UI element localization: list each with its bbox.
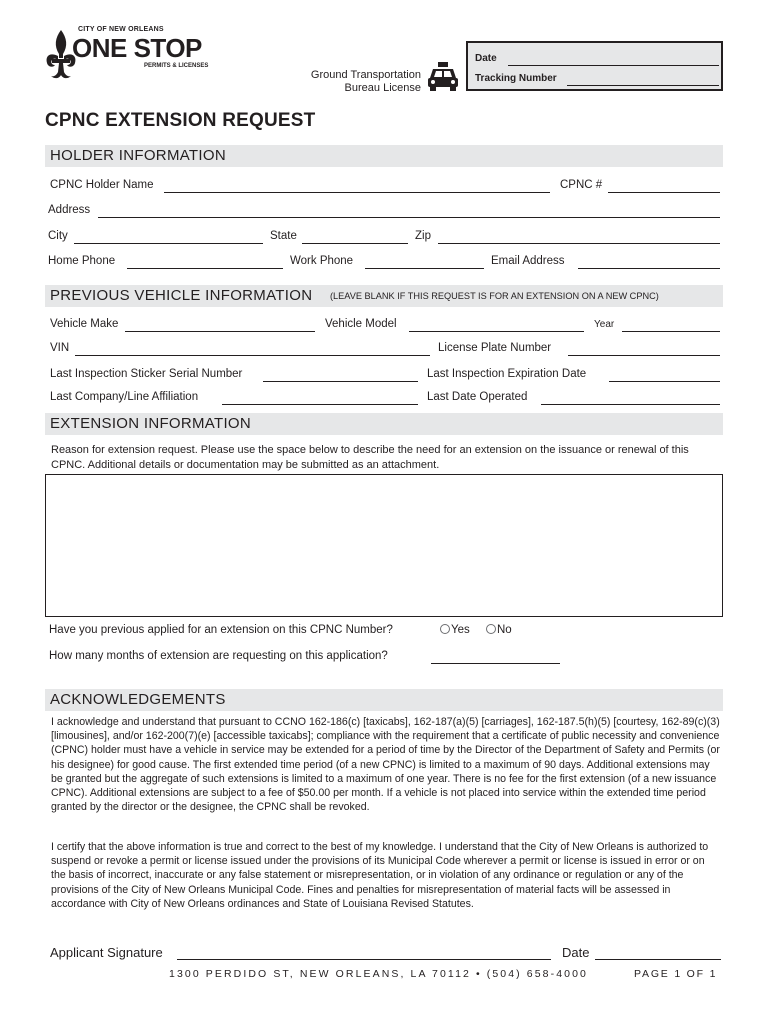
no-option[interactable] xyxy=(486,624,512,636)
vehicle-model-label: Vehicle Model xyxy=(325,318,397,330)
sticker-serial-field[interactable] xyxy=(263,381,418,382)
no-label: No xyxy=(497,624,512,636)
home-phone-field[interactable] xyxy=(127,268,283,269)
vehicle-make-field[interactable] xyxy=(125,331,315,332)
form-title: CPNC EXTENSION REQUEST xyxy=(45,110,316,131)
vin-label: VIN xyxy=(50,342,70,354)
holder-section-title: HOLDER INFORMATION xyxy=(50,147,226,164)
taxi-icon xyxy=(426,62,460,92)
office-date-label: Date xyxy=(475,53,497,64)
address-field[interactable] xyxy=(98,217,720,218)
vehicle-year-field[interactable] xyxy=(622,331,720,332)
vehicle-section-header xyxy=(45,285,723,307)
reason-textarea[interactable] xyxy=(45,474,723,617)
holder-name-label: CPNC Holder Name xyxy=(50,179,154,191)
yes-option[interactable] xyxy=(440,624,470,636)
zip-field[interactable] xyxy=(438,243,720,244)
sticker-serial-label: Last Inspection Sticker Serial Number xyxy=(50,368,243,380)
cpnc-number-field[interactable] xyxy=(608,192,720,193)
ack-paragraph-1: I acknowledge and understand that pursuant to CCNO 162-186(c) [taxicabs], 162-187(a)(5) [carriages], 162-187.5(h)(5) [courtesy, 162-89(c)(3) [limousines], and/or 162-200(7)(e) [accessible taxicabs]; compliance with the requirement that a certificate of public necessity and convenience (CPNC) holder must have a vehicle in service may be extended for a period of time by the Director of the Department of Safety and Permits (or his designee) for good cause. The first extended time period (of a new CPNC) is limited to a maximum of 90 days. Additional extensions may be granted but the aggregate of such extensions is limited to a maximum of one year. There is no fee for the first extension (of a new issuance CPNC). Additional extensions are subject to a fee of $50.00 per month. If a vehicle is not placed into service within the extended time period granted by the director or the designee, the CPNC shall be revoked. xyxy=(51,716,720,814)
ack-section-header xyxy=(45,689,723,711)
inspection-exp-field[interactable] xyxy=(609,381,720,382)
yes-radio[interactable] xyxy=(440,624,450,634)
office-date-line[interactable] xyxy=(508,65,719,66)
signature-date-field[interactable] xyxy=(595,959,721,960)
work-phone-field[interactable] xyxy=(365,268,484,269)
state-label: State xyxy=(270,230,297,242)
office-tracking-line[interactable] xyxy=(567,85,719,86)
city-label: City xyxy=(48,230,68,242)
company-affiliation-field[interactable] xyxy=(222,404,418,405)
work-phone-label: Work Phone xyxy=(290,255,354,267)
months-question: How many months of extension are requesting on this application? xyxy=(49,650,388,662)
reason-instructions: Reason for extension request. Please use the space below to describe the need for an extension on the issuance or renewal of this CPNC. Additional details or documentation may be submitted as an attachment. xyxy=(51,444,689,471)
cpnc-number-label: CPNC # xyxy=(560,179,603,191)
office-use-box xyxy=(466,41,723,91)
extension-section-header xyxy=(45,413,723,435)
date-operated-label: Last Date Operated xyxy=(427,391,528,403)
vehicle-model-field[interactable] xyxy=(409,331,584,332)
logo-sub-text: PERMITS & LICENSES xyxy=(144,63,209,69)
no-radio[interactable] xyxy=(486,624,496,634)
previous-extension-question: Have you previous applied for an extension on this CPNC Number? xyxy=(49,624,393,636)
ack-paragraph-2: I certify that the above information is true and correct to the best of my knowledge. I understand that the City of New Orleans is authorized to suspend or revoke a permit or license issued under the provisions of its Municipal Code wherever a permit or license is issued in error or on the basis of incorrect, inaccurate or any false statement or misrepresentation, or in violation of any ordinance or regulation or any of the provisions of the City of New Orleans Municipal Code. Fines and penalties for misrepresentation of material facts will be assessed in accordance with City of New Orleans ordinances and State of Louisiana Revised Statutes. xyxy=(51,841,709,910)
home-phone-label: Home Phone xyxy=(48,255,116,267)
logo-city-text: CITY OF NEW ORLEANS xyxy=(78,26,164,33)
vehicle-year-label: Year xyxy=(594,319,615,330)
footer-page-number: PAGE 1 OF 1 xyxy=(634,968,718,980)
zip-label: Zip xyxy=(415,230,431,242)
vehicle-section-title: PREVIOUS VEHICLE INFORMATION xyxy=(50,287,313,304)
yes-label: Yes xyxy=(451,624,470,636)
inspection-exp-label: Last Inspection Expiration Date xyxy=(427,368,587,380)
city-field[interactable] xyxy=(74,243,263,244)
plate-field[interactable] xyxy=(568,355,720,356)
ack-section-title: ACKNOWLEDGEMENTS xyxy=(50,691,226,708)
state-field[interactable] xyxy=(302,243,408,244)
extension-section-title: EXTENSION INFORMATION xyxy=(50,415,252,432)
one-stop-logo xyxy=(44,26,216,80)
vin-field[interactable] xyxy=(75,355,430,356)
office-tracking-label: Tracking Number xyxy=(475,73,557,84)
vehicle-make-label: Vehicle Make xyxy=(50,318,119,330)
email-label: Email Address xyxy=(491,255,565,267)
bureau-line-2: Bureau License xyxy=(344,82,421,94)
date-operated-field[interactable] xyxy=(541,404,720,405)
footer-address: 1300 PERDIDO ST, NEW ORLEANS, LA 70112 • (504) 658-4000 xyxy=(169,968,588,980)
address-label: Address xyxy=(48,204,91,216)
company-affiliation-label: Last Company/Line Affiliation xyxy=(50,391,199,403)
email-field[interactable] xyxy=(578,268,720,269)
holder-section-header xyxy=(45,145,723,167)
vehicle-section-note: (LEAVE BLANK IF THIS REQUEST IS FOR AN EXTENSION ON A NEW CPNC) xyxy=(330,291,659,301)
holder-name-field[interactable] xyxy=(164,192,550,193)
logo-name-text: ONE STOP xyxy=(72,33,202,63)
plate-label: License Plate Number xyxy=(438,342,552,354)
months-field[interactable] xyxy=(431,663,560,664)
bureau-line-1: Ground Transportation xyxy=(310,69,421,81)
signature-field[interactable] xyxy=(177,959,551,960)
signature-date-label: Date xyxy=(562,945,590,960)
signature-label: Applicant Signature xyxy=(50,945,163,960)
